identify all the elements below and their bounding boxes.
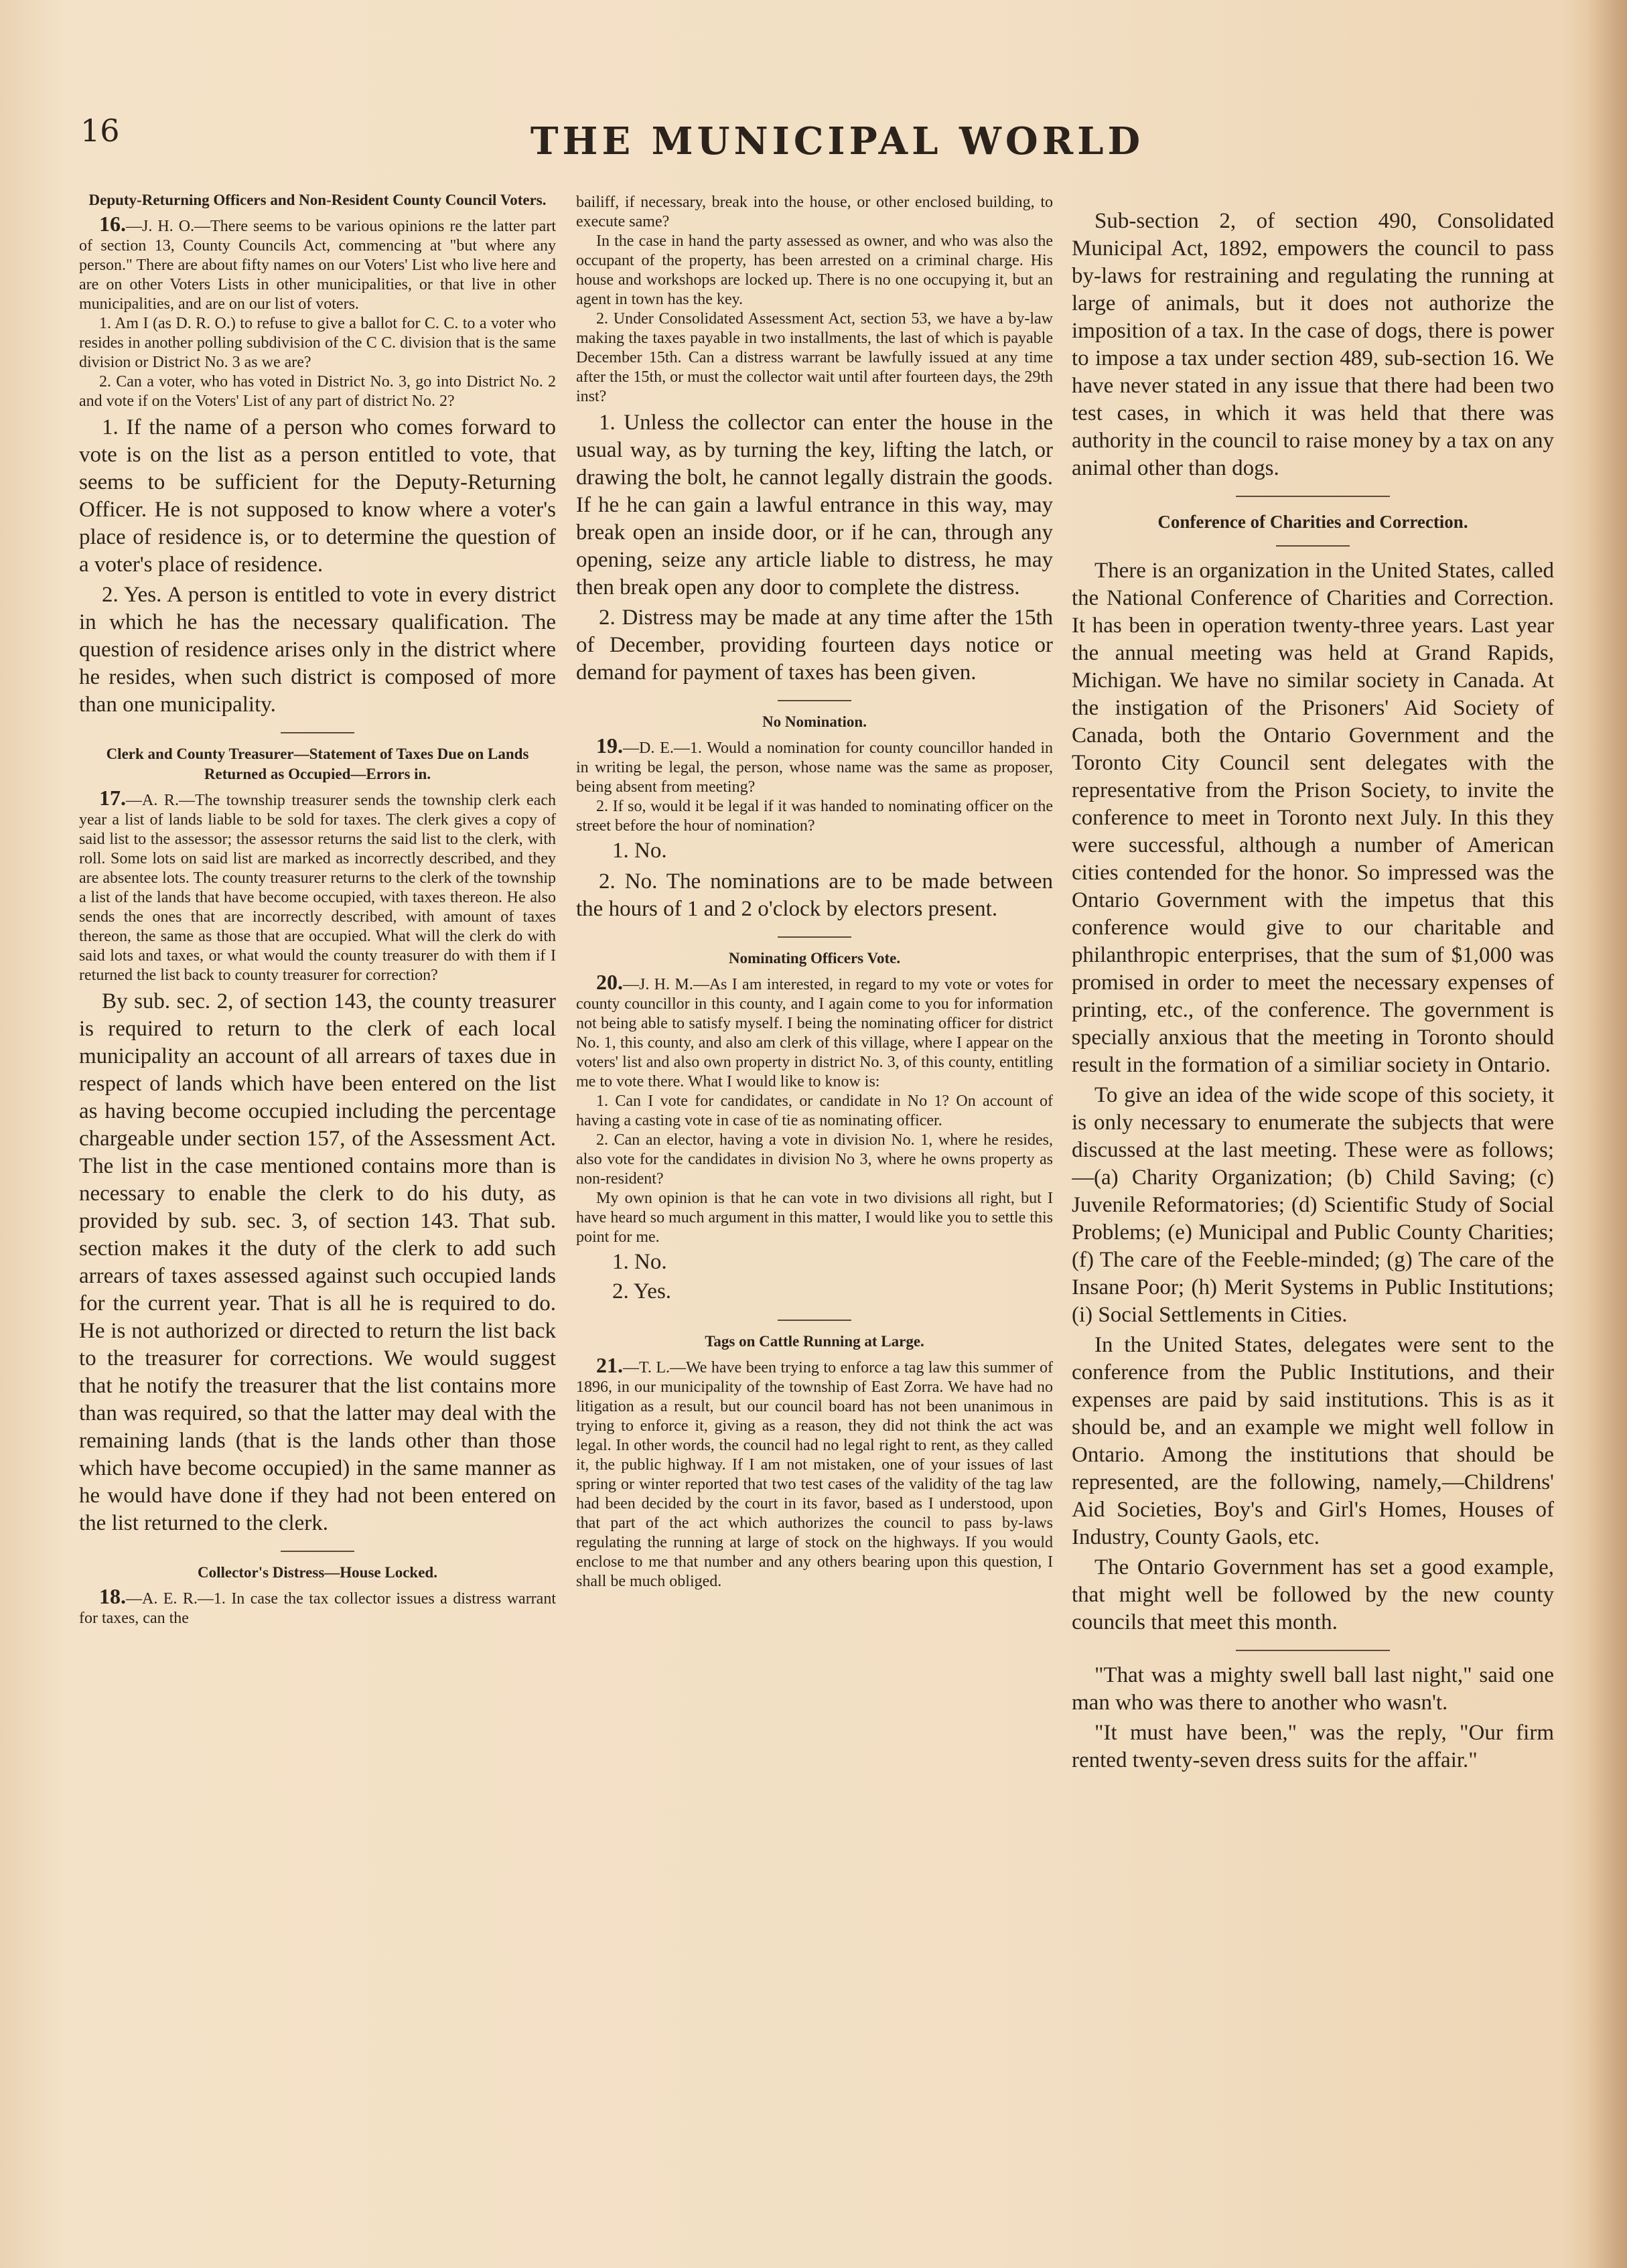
question-text: —J. H. M.—As I am interested, in regard to my vote or votes for county councillor in this county, and I again come to you for information not being able to satisfy myself. I being the nominating officer for district No. 1, this county, and also am clerk of this village, where I appear on the voters' list and also own property in district No. 3, of this county, entitling me to vote there. What I would like to know is: [576, 976, 1053, 1090]
divider [778, 936, 851, 938]
column-right [1072, 188, 1554, 2210]
question-21 [576, 1353, 1053, 1591]
divider [1236, 496, 1390, 497]
question-text: —D. E.—1. Would a nomination for county councillor handed in in writing be legal, the person, whose name was the same as proposer, being absent from meeting? [576, 739, 1053, 796]
question-16-part-1: 1. Am I (as D. R. O.) to refuse to give a ballot for C. C. to a voter who resides in another polling subdivision of the C C. division that is the same division or District No. 3 as we are? [79, 315, 556, 371]
question-18-detail: In the case in hand the party assessed as owner, and who was also the occupant of the property, has been arrested on a criminal charge. His house and workshops are locked up. There is no one occupying it, but an agent in town has the key. [576, 232, 1053, 308]
question-number: 19. [596, 733, 623, 758]
section-heading: Collector's Distress—House Locked. [198, 1564, 437, 1581]
answer-18-part-2: 2. Distress may be made at any time after the 15th of December, providing fourteen days notice or demand for payment of taxes has been given. [576, 606, 1053, 685]
divider [281, 732, 354, 733]
question-number: 16. [99, 212, 126, 236]
joke-paragraph: "It must have been," was the reply, "Our firm rented twenty-seven dress suits for the affair." [1072, 1721, 1554, 1772]
question-number: 20. [596, 970, 623, 994]
answer-17: By sub. sec. 2, of section 143, the county treasurer is required to return to the clerk of each local municipality an account of all arrears of taxes due in respect of lands which have been entered on the list as having become occupied including the percentage chargeable under section 157, of the Assessment Act. The list in the case mentioned contains more than is necessary to enable the clerk to do his duty, as provided by sub. sec. 3, of section 143. That sub. section makes it the duty of the clerk to add such arrears of taxes assessed against such occupied lands for the current year. That is all he is required to do. He is not authorized or directed to return the list back to the treasurer for corrections. We would suggest that he notify the treasurer that the list contains more than was required, so that the latter may deal with the remaining lands (that is the lands other than those which have become occupied) in the same manner as he would have done if they had not been entered on the list returned to the clerk. [79, 989, 556, 1535]
section-heading: Clerk and County Treasurer—Statement of Taxes Due on Lands Returned as Occupied—Errors in. [106, 746, 529, 782]
masthead-title: THE MUNICIPAL WORLD [530, 119, 1145, 163]
question-number: 17. [99, 786, 126, 810]
section-heading: Deputy-Returning Officers and Non-Resident County Council Voters. [88, 192, 547, 208]
article-paragraph: The Ontario Government has set a good example, that might well be followed by the new county councils that meet this month. [1072, 1555, 1554, 1634]
section-heading: No Nomination. [762, 713, 867, 730]
question-16-part-2: 2. Can a voter, who has voted in District No. 3, go into District No. 2 and vote if on the Voters' List of any part of district No. 2? [79, 373, 556, 410]
question-text: —A. E. R.—1. In case the tax collector issues a distress warrant for taxes, can the [79, 1590, 556, 1627]
question-20 [576, 970, 1053, 1092]
answer-16-part-1: 1. If the name of a person who comes forward to vote is on the list as a person entitled to vote, that seems to be sufficient for the Deputy-Returning Officer. He is not supposed to know where a voter's place of residence is, or to determine the question of a voter's place of residence. [79, 415, 556, 577]
section-heading: Conference of Charities and Correction. [1157, 512, 1468, 532]
page-edge-shadow [1587, 0, 1627, 2268]
question-18-continued: bailiff, if necessary, break into the house, or other enclosed building, to execute same? [576, 194, 1053, 230]
answer-20-part-1: 1. No. [612, 1250, 667, 1274]
question-20-opinion: My own opinion is that he can vote in two divisions all right, but I have heard so much argument in this matter, I would like you to settle this point for me. [576, 1190, 1053, 1246]
answer-20-part-2: 2. Yes. [612, 1279, 672, 1303]
section-heading: Tags on Cattle Running at Large. [705, 1333, 924, 1350]
question-20-part-2: 2. Can an elector, having a vote in division No. 1, where he resides, also vote for the candidates in division No 3, where he owns property as non-resident? [576, 1131, 1053, 1188]
question-text: —T. L.—We have been trying to enforce a tag law this summer of 1896, in our municipality of the township of East Zorra. We have had no litigation as a result, but our council board has not been unanimous in trying to enforce it, giving as a reason, they did not think the act was legal. In other words, the council had no legal right to rent, as they called it, the public highway. If I am not mistaken, one of your issues of last spring or winter reported that two test cases of the validity of the tag law had been decided by the court in its favor, based as I understood, upon that part of the act which authorizes the council to pass by-laws regulating the running at large of stock on the highways. If you would enclose to me that number and any others bearing upon this question, I shall be much obliged. [576, 1359, 1053, 1590]
question-18-part-2: 2. Under Consolidated Assessment Act, section 53, we have a by-law making the taxes payable in two installments, the last of which is payable December 15th. Can a distress warrant be lawfully issued at any time after the 15th, or must the collector wait until after fourteen days, the 29th inst? [576, 310, 1053, 405]
divider [778, 700, 851, 701]
question-20-part-1: 1. Can I vote for candidates, or candidate in No 1? On account of having a casting vote in case of tie as nominating officer. [576, 1092, 1053, 1129]
column-middle [576, 188, 1053, 2210]
question-19-part-2: 2. If so, would it be legal if it was handed to nominating officer on the street before the hour of nomination? [576, 798, 1053, 835]
question-18 [79, 1584, 556, 1628]
answer-19-part-2: 2. No. The nominations are to be made between the hours of 1 and 2 o'clock by electors present. [576, 869, 1053, 921]
divider [1236, 1650, 1390, 1651]
article-paragraph: There is an organization in the United States, called the National Conference of Charities and Correction. It has been in operation twenty-three years. Last year the annual meeting was held at Grand Rapids, Michigan. We have no similar society in Canada. At the instigation of the Prisoners' Aid Society of Canada, both the Ontario Government and the Toronto City Council sent delegates with the representative from the Prison Society, to invite the conference to meet in Toronto next July. In this they were successful, although a number of American cities contended for the honor. So impressed was the Ontario Government with the impetus that this conference would give to our charitable and philanthropic enterprises, that the sum of $1,000 was promised in order to meet the necessary expenses of printing, etc., of the conference. The government is specially anxious that the meeting in Toronto should result in the formation of a similiar society in Ontario. [1072, 559, 1554, 1077]
page-number: 16 [80, 113, 120, 149]
answer-16-part-2: 2. Yes. A person is entitled to vote in every district in which he has the necessary qualification. The question of residence arises only in the district where he resides, when such district is composed of more than one municipality. [79, 583, 556, 717]
column-left [79, 188, 556, 2210]
question-16 [79, 214, 556, 314]
article-paragraph: In the United States, delegates were sent to the conference from the Public Institutions, and their expenses are paid by said institutions. This is as it should be, and an example we might well follow in Ontario. Among the institutions that should be represented, are the following, namely,—Childrens' Aid Societies, Boy's and Girl's Homes, Houses of Industry, County Gaols, etc. [1072, 1333, 1554, 1549]
answer-18-part-1: 1. Unless the collector can enter the house in the usual way, as by turning the key, lifting the latch, or drawing the bolt, he cannot legally distrain the goods. If he he can gain a lawful entrance in this way, may break open an inside door, or if he can, through any opening, seize any article liable to distress, he may then break open any door to complete the distress. [576, 411, 1053, 599]
answer-19-part-1: 1. No. [612, 839, 667, 863]
section-heading: Nominating Officers Vote. [728, 950, 901, 967]
question-text: —J. H. O.—There seems to be various opinions re the latter part of section 13, County Councils Act, commencing at "but where any person." There are about fifty names on our Voters' List who live here and are on other Voters Lists in other municipalities, or that live in other municipalities, and are on our list of voters. [79, 218, 556, 313]
question-number: 21. [596, 1353, 623, 1377]
question-19 [576, 733, 1053, 797]
divider [281, 1551, 354, 1552]
divider [778, 1320, 851, 1321]
divider [1276, 545, 1350, 547]
answer-21: Sub-section 2, of section 490, Consolidated Municipal Act, 1892, empowers the council to pass by-laws for restraining and regulating the running at large of animals, but it does not authorize the imposition of a tax. In the case of dogs, there is power to impose a tax under section 489, sub-section 16. We have never stated in any issue that there had been two test cases, in which it was held that there was authority in the council to raise money by a tax on any animal other than dogs. [1072, 209, 1554, 480]
question-17 [79, 788, 556, 985]
joke-paragraph: "That was a mighty swell ball last night," said one man who was there to another who wasn't. [1072, 1663, 1554, 1715]
question-number: 18. [99, 1584, 126, 1608]
question-text: —A. R.—The township treasurer sends the township clerk each year a list of lands liable to be sold for taxes. The clerk gives a copy of said list to the assessor; the assessor returns the said list to the clerk, with roll. Some lots on said list are marked as incorrectly described, and they are absentee lots. The county treasurer returns to the clerk of the township a list of the lands that have become occupied, with taxes thereon. He also sends the ones that are incorrectly described, with amount of taxes thereon, the same as those that are occupied. What will the clerk do with said lots and taxes, or what would the county treasurer do with them if I returned the list back to county treasurer for correction? [79, 792, 556, 984]
article-paragraph: To give an idea of the wide scope of this society, it is only necessary to enumerate the subjects that were discussed at the last meeting. These were as follows;—(a) Charity Organization; (b) Child Saving; (c) Juvenile Reformatories; (d) Scientific Study of Social Problems; (e) Municipal and Public County Charities; (f) The care of the Feeble-minded; (g) The care of the Insane Poor; (h) Merit Systems in Public Institutions; (i) Social Settlements in Cities. [1072, 1083, 1554, 1327]
